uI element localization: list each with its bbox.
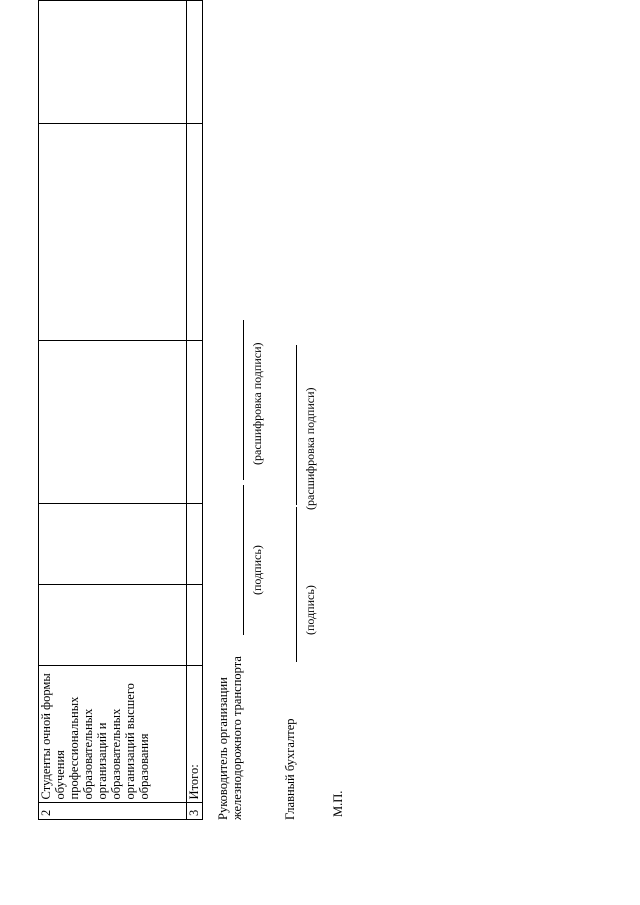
- accountant-decode-caption: (расшифровка подписи): [303, 387, 317, 510]
- head-label-line1: Руководитель организации: [216, 677, 230, 820]
- row-number: 3: [187, 803, 203, 820]
- table-cell: [187, 1, 203, 124]
- table-cell: [39, 503, 187, 584]
- table-cell: [187, 584, 203, 665]
- table-cell: [39, 1, 187, 124]
- table-cell: [39, 584, 187, 665]
- report-table: [38, 0, 203, 820]
- accountant-label: Главный бухгалтер: [283, 718, 297, 820]
- row-number: 2: [39, 803, 187, 820]
- accountant-signature-line: [296, 507, 297, 662]
- table-cell: [187, 503, 203, 584]
- table-cell: [187, 341, 203, 504]
- stamp-placeholder: М.П.: [331, 790, 345, 817]
- table-row: [39, 1, 187, 820]
- row-category-name: Студенты очной формы обучения профессиональных образовательных организаций и образовательных организаций высшего образования: [39, 666, 187, 803]
- accountant-signature-caption: (подпись): [303, 585, 317, 635]
- table-cell: [187, 123, 203, 340]
- table-row-total: [187, 1, 203, 820]
- head-decode-line: [243, 320, 244, 480]
- head-label-line2: железнодорожного транспорта: [230, 656, 244, 820]
- head-signature-line: [243, 485, 244, 635]
- row-total-label: Итого:: [187, 666, 203, 803]
- table-cell: [39, 123, 187, 340]
- accountant-decode-line: [296, 345, 297, 505]
- head-decode-caption: (расшифровка подписи): [250, 342, 264, 465]
- head-signature-caption: (подпись): [250, 545, 264, 595]
- table-cell: [39, 341, 187, 504]
